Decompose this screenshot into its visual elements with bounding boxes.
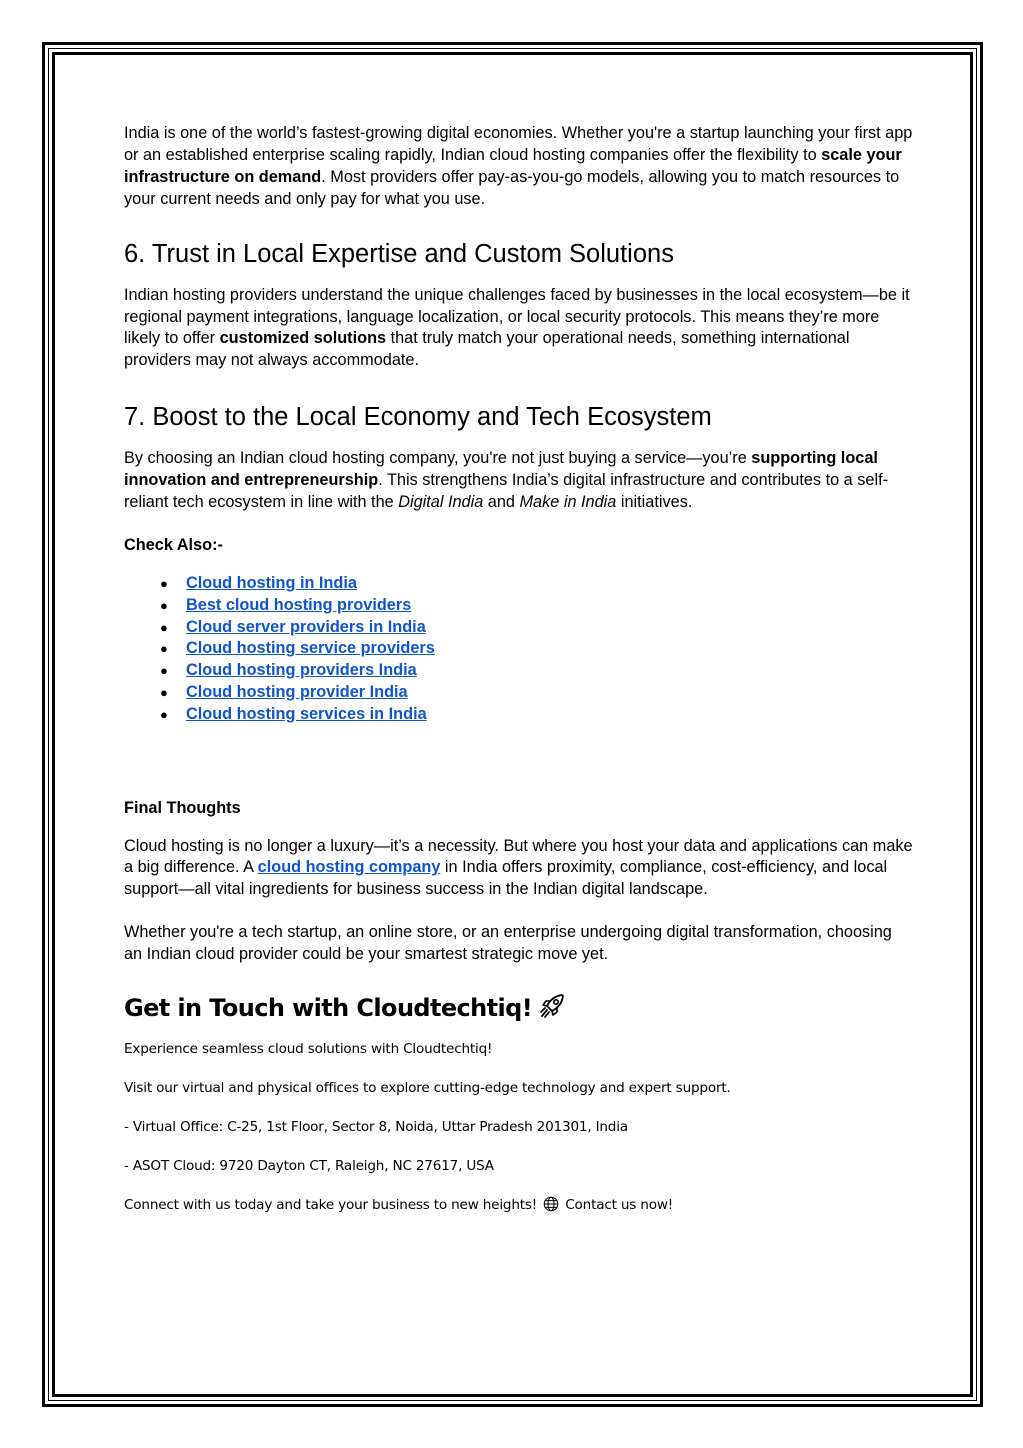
document-content <box>124 123 914 1235</box>
section-6-bold-text: customized solutions <box>219 329 387 348</box>
final-text-end: in India offers proximity, compliance, cost-efficiency, and local support—all vital ingredients for business success in the Indian digital landscape. <box>124 858 888 899</box>
check-also-title: Check Also:- <box>124 535 223 554</box>
contact-heading-text: Get in Touch with Cloudtechtiq! <box>124 994 533 1023</box>
final-paragraph-2: Whether you're a tech startup, an online store, or an enterprise undergoing digital transformation, choosing an Indian cloud provider could be your smartest strategic move yet. <box>124 923 892 964</box>
link-cloud-hosting-services-in-india[interactable]: Cloud hosting services in India <box>186 704 427 723</box>
make-in-india-text: Make in India <box>519 493 617 512</box>
contact-heading <box>124 992 914 1024</box>
bullet-icon: ● <box>160 575 168 591</box>
connect-text: Connect with us today and take your business to new heights! <box>124 1197 538 1214</box>
section-6-text-end: that truly match your operational needs, something international providers may not always accommodate. <box>124 329 850 370</box>
list-item <box>124 617 914 639</box>
contact-line-visit: Visit our virtual and physical offices to explore cutting-edge technology and expert support. <box>124 1080 731 1097</box>
intro-text-end: . Most providers offer pay-as-you-go models, allowing you to match resources to your current needs and only pay for what you use. <box>124 167 900 208</box>
check-also-link-list <box>124 573 914 726</box>
list-item <box>124 682 914 704</box>
section-6-paragraph <box>124 285 914 373</box>
globe-icon <box>543 1196 559 1212</box>
list-item <box>124 638 914 660</box>
final-paragraph-1 <box>124 836 914 902</box>
section-7-text: By choosing an Indian cloud hosting company, you're not just buying a service—you’re <box>124 449 752 468</box>
link-cloud-server-providers-in-india[interactable]: Cloud server providers in India <box>186 617 426 636</box>
bullet-icon: ● <box>160 663 168 679</box>
bullet-icon: ● <box>160 619 168 635</box>
contact-line-asot-cloud: - ASOT Cloud: 9720 Dayton CT, Raleigh, NC 27617, USA <box>124 1158 494 1175</box>
contact-details <box>124 1040 914 1214</box>
intro-bold-text: scale your infrastructure on demand <box>124 145 902 186</box>
bullet-icon: ● <box>160 684 168 700</box>
bullet-icon: ● <box>160 641 168 657</box>
section-6-heading: 6. Trust in Local Expertise and Custom Solutions <box>124 239 674 268</box>
contact-line-virtual-office: - Virtual Office: C-25, 1st Floor, Sector 8, Noida, Uttar Pradesh 201301, India <box>124 1119 628 1136</box>
link-cloud-hosting-in-india[interactable]: Cloud hosting in India <box>186 573 357 592</box>
link-cloud-hosting-provider-india[interactable]: Cloud hosting provider India <box>186 682 408 701</box>
final-thoughts-title: Final Thoughts <box>124 798 241 817</box>
contact-line-connect <box>124 1196 914 1214</box>
contact-us-now-text: Contact us now! <box>565 1197 673 1214</box>
bullet-icon: ● <box>160 706 168 722</box>
link-best-cloud-hosting-providers[interactable]: Best cloud hosting providers <box>186 595 412 614</box>
list-item <box>124 704 914 726</box>
section-7-bold-text: supporting local innovation and entrepreneurship <box>124 449 878 490</box>
intro-paragraph <box>124 123 914 211</box>
section-7-heading: 7. Boost to the Local Economy and Tech Ecosystem <box>124 403 712 432</box>
intro-text: India is one of the world’s fastest-growing digital economies. Whether you're a startup launching your first app or an established enterprise scaling rapidly, Indian cloud hosting companies offer the flexibility to <box>124 124 913 164</box>
list-item <box>124 595 914 617</box>
section-6-text: Indian hosting providers understand the unique challenges faced by businesses in the local ecosystem—be it regional payment integrations, language localization, or local security protocols. This means they’re more likely to offer <box>124 285 910 348</box>
section-7-paragraph <box>124 448 914 514</box>
section-7-text-middle: . This strengthens India’s digital infrastructure and contributes to a self-reliant tech ecosystem in line with the <box>124 471 889 512</box>
digital-india-text: Digital India <box>398 493 484 512</box>
contact-line-experience: Experience seamless cloud solutions with Cloudtechtiq! <box>124 1041 493 1058</box>
section-7-and-text: and <box>483 493 520 512</box>
link-cloud-hosting-providers-india[interactable]: Cloud hosting providers India <box>186 661 417 680</box>
list-item <box>124 573 914 595</box>
section-7-text-end: initiatives. <box>616 493 693 512</box>
link-cloud-hosting-company[interactable]: cloud hosting company <box>257 858 441 877</box>
list-item <box>124 660 914 682</box>
rocket-icon <box>538 992 566 1020</box>
bullet-icon: ● <box>160 597 168 613</box>
final-text: Cloud hosting is no longer a luxury—it’s a necessity. But where you host your data and applications can make a big difference. A <box>124 836 913 877</box>
link-cloud-hosting-service-providers[interactable]: Cloud hosting service providers <box>186 639 435 658</box>
